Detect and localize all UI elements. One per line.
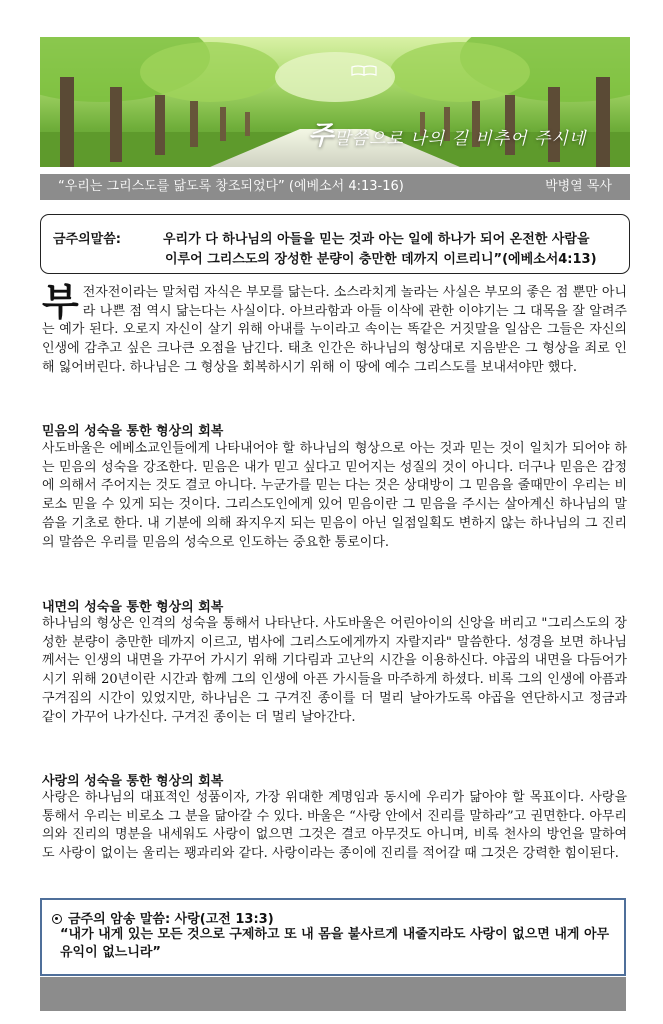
intro-text: 전자전이라는 말처럼 자식은 부모를 닮는다. 소스라치게 놀라는 사실은 부모의 좋은 점 뿐만 아니라 나쁜 점 역시 닮는다는 사실이다. 아브라함과 아들 이삭에 관한 이야기는 그 대목을 잘 알려주는 예가 된다. 오로지 자신이 살기 위해 아내를 누이라고 속이는 똑같은 거짓말을 일삼은 그들은 자신의 인생에 감추고 싶은 크나큰 오점을 남긴다. 태초 인간은 하나님의 형상대로 지음받은 그 형상을 죄로 인해 잃어버린다. 하나님은 그 형상을 회복하시기 위해 이 땅에 예수 그리스도를 보내셔야만 했다.	[42, 285, 627, 375]
sermon-header-bar	[40, 174, 630, 200]
drop-cap: 부	[42, 279, 79, 324]
banner-title	[308, 115, 586, 152]
section-heading-faith: 믿음의 성숙을 통한 형상의 회복	[42, 424, 224, 439]
target-bullet-icon	[52, 914, 62, 924]
section-heading-love: 사랑의 성숙을 통한 형상의 회복	[42, 774, 224, 789]
banner-title-initial: 주	[308, 121, 335, 151]
faith-paragraph: 사도바울은 에베소교인들에게 나타내어야 할 하나님의 형상으로 아는 것과 믿는 것이 일치가 되어야 하는 믿음의 성숙을 강조한다. 믿음은 내가 믿고 싶다고 믿어지는 성질의 것이 아니다. 더구나 믿음은 감정에 의해서 주어지는 것도 결코 아니다. 누군가를 믿는 다는 것은 상대방이 그 믿음을 줄때만이 우리는 비로소 믿을 수 있게 되는 것이다. 그리스도인에게 있어 믿음이란 그 믿음을 주시는 살아계신 하나님의 말씀을 기초로 한다. 내 기분에 의해 좌지우지 되는 믿음이 아닌 일점일획도 변하지 않는 하나님의 그 진리의 말씀은 우리를 믿음의 성숙으로 인도하는 중요한 통로이다.	[42, 441, 627, 550]
banner-title-rest: 말씀으로 나의 길 비추어 주시네	[334, 129, 587, 149]
header-banner	[40, 37, 630, 167]
sermon-title: “우리는 그리스도를 닮도록 창조되었다” (에베소서 4:13-16)	[58, 179, 404, 194]
section-heading-inner: 내면의 성숙을 통한 형상의 회복	[42, 600, 224, 615]
week-verse-box	[40, 214, 630, 274]
memory-verse-title: 금주의 암송 말씀: 사랑(고전 13:3)	[68, 912, 274, 927]
footer-bar	[40, 977, 626, 1011]
week-verse-line1: 우리가 다 하나님의 아들을 믿는 것과 아는 일에 하나가 되어 온전한 사람을	[163, 232, 590, 247]
memory-verse-title-row	[52, 908, 274, 927]
week-verse-line2: 이루어 그리스도의 장성한 분량이 충만한 데까지 이르리니”(에베소서4:13)	[165, 252, 597, 267]
inner-paragraph: 하나님의 형상은 인격의 성숙을 통해서 나타난다. 사도바울은 어린아이의 신앙을 버리고 "그리스도의 장성한 분량이 충만한 데까지 이르고, 범사에 그리스도에게까지 자랄지라" 말씀한다. 성경을 보면 하나님께서는 인생의 내면을 가꾸어 가시기 위해 기다림과 고난의 시간을 이용하신다. 야곱의 내면을 다듬어가시기 위해 20년이란 시간과 함께 그의 인생에 아픈 가시들을 마주하게 하셨다. 비록 그의 인생에 아픔과 구겨짐의 시간이 있었지만, 하나님은 그 구겨진 종이를 더 멀리 날아가도록 야곱을 연단하시고 정금과 같이 가꾸어 나가신다. 구겨진 종이는 더 멀리 날아간다.	[42, 616, 627, 725]
memory-verse-quote: “내가 내게 있는 모든 것으로 구제하고 또 내 몸을 불사르게 내줄지라도 사랑이 없으면 내게 아무 유익이 없느니라”	[60, 927, 610, 960]
pastor-name: 박병열 목사	[545, 179, 612, 194]
memory-verse-box	[40, 898, 626, 976]
intro-paragraph	[42, 279, 627, 378]
week-verse-label: 금주의말씀:	[53, 232, 121, 247]
love-paragraph: 사랑은 하나님의 대표적인 성품이자, 가장 위대한 계명임과 동시에 우리가 닮아야 할 목표이다. 사랑을 통해서 우리는 비로소 그 분을 닮아갈 수 있다. 바울은 “사랑 안에서 진리를 말하라”고 권면한다. 아무리 의와 진리의 명분을 내세워도 사랑이 없으면 그것은 결코 아무것도 아니며, 비록 천사의 방언을 말하여도 사랑이 없이는 울리는 꽹과리와 같다. 사랑이라는 종이에 진리를 적어갈 때 그것은 강력한 힘이된다.	[42, 790, 627, 862]
